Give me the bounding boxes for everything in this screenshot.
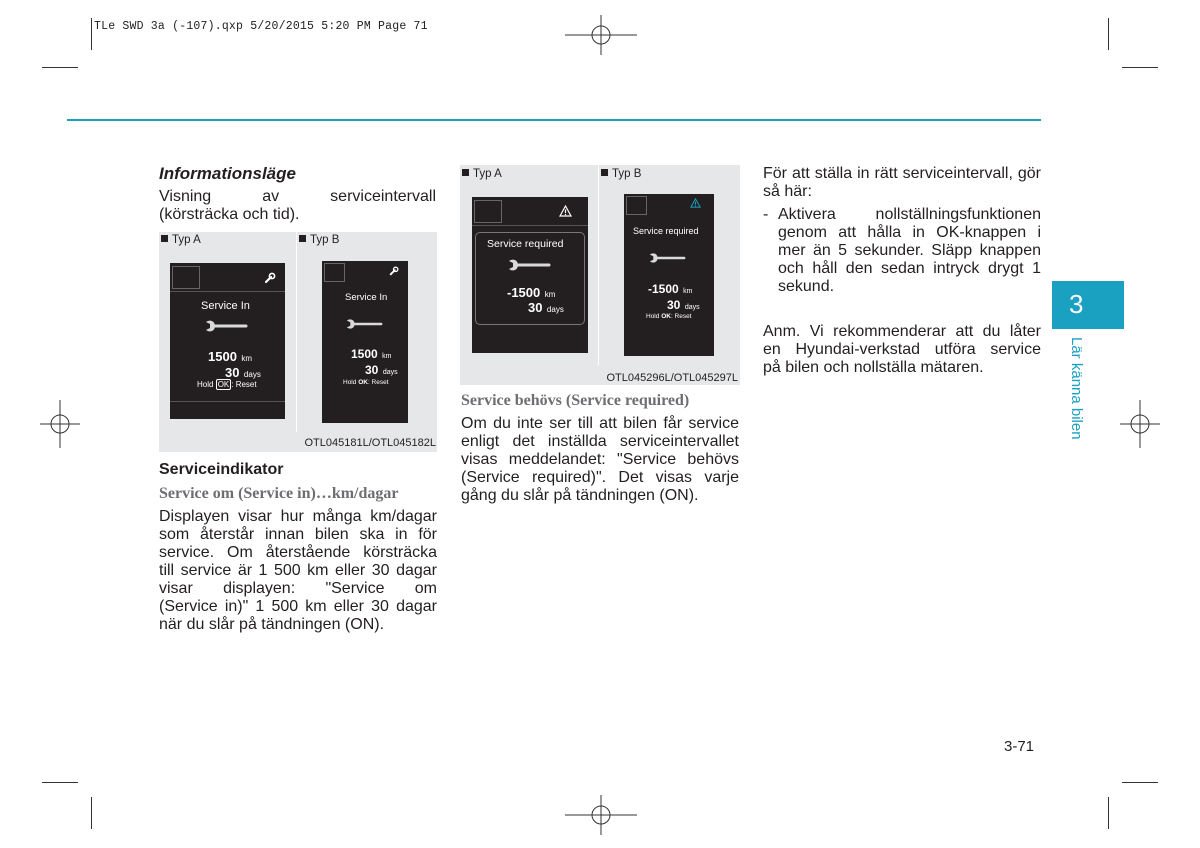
registration-mark-top [565,15,637,55]
screen-title: Service In [201,300,250,312]
screen-title: Service required [633,226,699,236]
days-value: 30 days [225,365,261,380]
paragraph-line: service. Om återstående körsträcka [159,544,437,561]
instruction-intro [763,165,1041,201]
paragraph [461,415,739,505]
registration-mark-bottom [565,795,637,835]
cluster-screen-typ-a [170,263,285,419]
paragraph-line: så här: [763,183,812,200]
header-rule [67,119,1041,121]
paragraph-line: visar displayen: "Service om [159,580,437,597]
serif-subheading: Service behövs (Service required) [461,392,690,409]
chapter-title-text: Lär känna bilen [1068,337,1085,440]
km-value: 1500 km [208,349,253,364]
km-value: -1500 km [507,285,556,300]
bullet-item [778,206,1041,296]
wrench-icon [204,319,248,333]
intro-line: (körsträcka och tid). [159,206,300,223]
screen-title: Service required [487,238,564,250]
bullet-line: sekund. [778,278,835,295]
paragraph-line: till service är 1 500 km eller 30 dagar [159,562,437,579]
paragraph [159,508,437,634]
wrench-icon [648,252,686,264]
wrench-icon [507,258,551,272]
screen-placeholder-box [172,266,200,289]
screen-placeholder-box [626,196,647,215]
paragraph-line: gång du slår på tändningen (ON). [461,487,699,504]
paragraph-line: som återstår innan bilen ska in för [159,526,437,543]
screen-divider [472,225,588,226]
figure-code: OTL045181L/OTL045182L [304,437,436,449]
chapter-tab [1052,281,1124,329]
screen-placeholder-box [324,263,345,282]
warning-triangle-icon [690,198,701,208]
crop-mark [42,782,78,783]
km-value: -1500 km [648,282,693,296]
wrench-icon [264,272,276,284]
figure-divider [296,232,297,432]
screen-title: Service In [345,292,388,303]
page-number: 3-71 [1004,738,1035,755]
warning-triangle-icon [559,205,572,217]
chapter-number: 3 [1069,289,1084,319]
screen-divider [170,291,285,292]
hold-reset-hint: Hold OK: Reset [646,313,692,320]
crop-mark [91,797,92,829]
paragraph-line: (Service required)". Det visas varje [461,469,739,486]
wrench-icon [389,266,399,276]
figure-label-typ-b: Typ B [601,168,641,180]
wrench-icon [345,318,383,330]
days-value: 30 days [365,363,398,377]
screen-placeholder-box [474,200,502,223]
chapter-title [1063,337,1091,447]
bullet-line: mer än 5 sekunder. Släpp knappen [778,242,1041,259]
figure-label-typ-a: Typ A [462,168,502,180]
figure-service-in [159,232,437,452]
days-value: 30 days [667,298,700,312]
figure-service-required [460,165,740,385]
km-value: 1500 km [351,347,392,361]
cluster-screen-typ-b [322,261,408,423]
paragraph-line: Displayen visar hur många km/dagar [159,508,437,525]
crop-mark [1122,67,1158,68]
figure-label-typ-a: Typ A [161,234,201,246]
note-paragraph [763,323,1041,377]
days-value: 30 days [528,300,564,315]
hold-reset-hint: Hold OK : Reset [197,380,257,389]
paragraph-line: visas meddelandet: "Service behövs [461,451,739,468]
bullet-line: genom att hålla in OK-knappen i [778,224,1041,241]
note-line: en Hyundai-verkstad utföra service [763,341,1041,358]
bullet-line: och håll den sedan intryck drygt 1 [778,260,1041,277]
cluster-screen-typ-a [472,197,588,353]
figure-divider [598,165,599,365]
subheading: Serviceindikator [159,461,284,478]
hold-reset-hint: Hold OK: Reset [343,379,389,386]
registration-mark-left [40,400,80,448]
figure-label-typ-b: Typ B [299,234,339,246]
screen-divider [170,401,285,402]
cluster-screen-typ-b [624,194,714,356]
bullet-line: Aktivera nollställningsfunktionen [778,206,1041,223]
registration-mark-right [1120,400,1160,448]
paragraph-line: Om du inte ser till att bilen får service [461,415,739,432]
print-header: TLe SWD 3a (-107).qxp 5/20/2015 5:20 PM Page 71 [94,20,428,33]
crop-mark [91,18,92,50]
paragraph-line: För att ställa in rätt serviceintervall, gör [763,165,1041,182]
paragraph-line: när du slår på tändningen (ON). [159,616,385,633]
crop-mark [1122,782,1158,783]
figure-code: OTL045296L/OTL045297L [606,372,738,384]
paragraph-line: (Service in)" 1 500 km eller 30 dagar [159,598,437,615]
crop-mark [42,67,78,68]
crop-mark [1108,18,1109,50]
section-heading: Informationsläge [159,164,296,183]
bullet-marker: - [763,206,769,223]
crop-mark [1108,797,1109,829]
note-line: Anm. Vi rekommenderar att du låter [763,323,1041,340]
serif-subheading: Service om (Service in)…km/dagar [159,485,399,502]
intro-line: Visning av serviceintervall [159,188,436,205]
note-line: på bilen och nollställa mätaren. [763,359,984,376]
paragraph-line: enligt det inställda serviceintervallet [461,433,739,450]
